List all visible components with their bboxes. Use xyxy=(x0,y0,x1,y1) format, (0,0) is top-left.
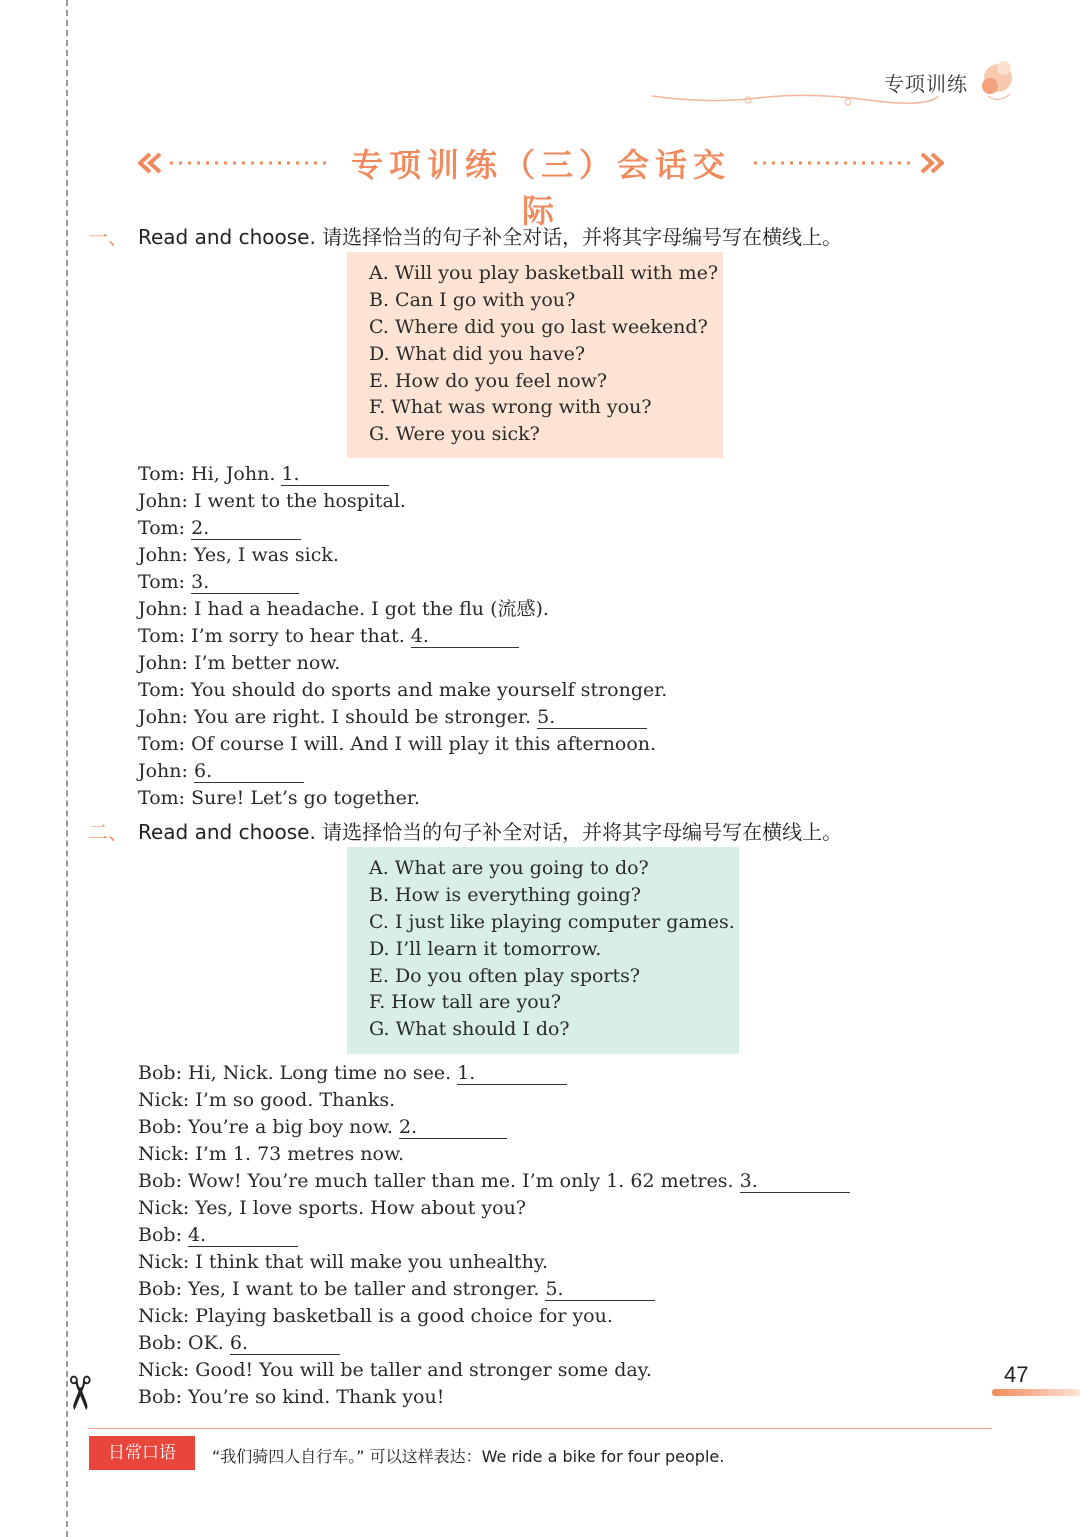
footer-divider xyxy=(88,1428,992,1429)
answer-blank[interactable]: 2. xyxy=(399,1116,507,1139)
answer-blank[interactable]: 3. xyxy=(191,571,299,594)
dialog-line: John: I had a headache. I got the flu (流感). xyxy=(138,598,549,620)
answer-blank[interactable]: 4. xyxy=(188,1224,298,1247)
dialog-line: John: 6. xyxy=(138,758,667,785)
dialog-line: Nick: Playing basketball is a good choice for you. xyxy=(138,1305,613,1327)
option-line: A. What are you going to do? xyxy=(369,857,649,879)
section-2-number: 二、 xyxy=(88,820,128,844)
answer-blank[interactable]: 5. xyxy=(537,706,647,729)
dialog-line: Tom: I’m sorry to hear that. 4. xyxy=(138,623,667,650)
option-line: C. I just like playing computer games. xyxy=(369,910,735,933)
option-line: D. I’ll learn it tomorrow. xyxy=(369,937,602,960)
dialog-line: Bob: You’re so kind. Thank you! xyxy=(138,1386,445,1408)
section-2-options-box xyxy=(347,847,739,1054)
option-line: F. What was wrong with you? xyxy=(369,396,652,419)
dialog-line: John: I’m better now. xyxy=(138,652,341,674)
answer-blank[interactable]: 1. xyxy=(281,463,389,486)
dialog-line: Nick: Good! You will be taller and stronger some day. xyxy=(138,1359,652,1381)
answer-blank[interactable]: 3. xyxy=(740,1170,850,1193)
dialog-line: Tom: 2. xyxy=(138,515,667,542)
dialog-line: Bob: 4. xyxy=(138,1222,850,1249)
answer-blank[interactable]: 6. xyxy=(230,1332,340,1355)
answer-blank[interactable]: 1. xyxy=(457,1062,567,1085)
page-number-bar xyxy=(992,1389,1080,1396)
section-2-heading xyxy=(88,816,842,845)
dialog-line: John: You are right. I should be stronger. 5. xyxy=(138,704,667,731)
option-line: E. How do you feel now? xyxy=(369,369,608,392)
footer-tip-label: 日常口语 xyxy=(89,1436,195,1470)
scissors-icon: ✂ xyxy=(52,1373,107,1413)
dialog-line: John: Yes, I was sick. xyxy=(138,544,339,566)
option-line: G. Were you sick? xyxy=(369,423,540,446)
dialog-line: Tom: Hi, John. 1. xyxy=(138,461,667,488)
page-title-row xyxy=(138,138,944,230)
dialog-line: Nick: I’m so good. Thanks. xyxy=(138,1089,396,1111)
option-line: E. Do you often play sports? xyxy=(369,964,641,987)
option-line: B. Can I go with you? xyxy=(369,288,576,311)
section-1-instruction: Read and choose. 请选择恰当的句子补全对话，并将其字母编号写在横线上。 xyxy=(138,225,843,249)
dialog-line: Nick: I think that will make you unhealthy. xyxy=(138,1251,549,1273)
option-line: B. How is everything going? xyxy=(369,883,641,906)
dialog-line: Tom: You should do sports and make yourself stronger. xyxy=(138,679,668,701)
option-line: F. How tall are you? xyxy=(369,991,562,1014)
title-left-chevron-icon xyxy=(138,138,334,188)
dialog-line: Bob: OK. 6. xyxy=(138,1330,850,1357)
header-flower-icon xyxy=(648,56,1018,116)
dialog-line: Nick: I’m 1. 73 metres now. xyxy=(138,1143,405,1165)
section-1-number: 一、 xyxy=(88,225,128,249)
cut-line xyxy=(66,0,68,1537)
section-1-heading xyxy=(88,221,842,250)
dialog-line: Tom: 3. xyxy=(138,569,667,596)
section-1-dialog xyxy=(138,461,667,812)
dialog-line: Bob: Hi, Nick. Long time no see. 1. xyxy=(138,1060,850,1087)
dialog-line: Nick: Yes, I love sports. How about you? xyxy=(138,1197,526,1219)
answer-blank[interactable]: 6. xyxy=(194,760,304,783)
dialog-line: Tom: Sure! Let’s go together. xyxy=(138,787,420,809)
section-2-dialog xyxy=(138,1060,850,1411)
section-2-instruction: Read and choose. 请选择恰当的句子补全对话，并将其字母编号写在横线上。 xyxy=(138,820,843,844)
answer-blank[interactable]: 5. xyxy=(545,1278,655,1301)
page-number: 47 xyxy=(1004,1362,1029,1387)
option-line: G. What should I do? xyxy=(369,1018,570,1041)
option-line: C. Where did you go last weekend? xyxy=(369,315,708,338)
answer-blank[interactable]: 2. xyxy=(191,517,301,540)
header-label: 专项训练 xyxy=(884,72,968,96)
section-1-options-box xyxy=(347,252,723,458)
title-right-chevron-icon xyxy=(748,138,944,188)
dialog-line: Bob: You’re a big boy now. 2. xyxy=(138,1114,850,1141)
dialog-line: Bob: Yes, I want to be taller and stronger. 5. xyxy=(138,1276,850,1303)
answer-blank[interactable]: 4. xyxy=(411,625,519,648)
footer-tip-text: “我们骑四人自行车。” 可以这样表达：We ride a bike for four people. xyxy=(212,1447,725,1466)
option-line: D. What did you have? xyxy=(369,342,586,365)
page-title: 专项训练（三）会话交际 xyxy=(350,146,731,230)
option-line: A. Will you play basketball with me? xyxy=(369,262,719,284)
dialog-line: John: I went to the hospital. xyxy=(138,490,406,512)
dialog-line: Bob: Wow! You’re much taller than me. I’m only 1. 62 metres. 3. xyxy=(138,1168,850,1195)
dialog-line: Tom: Of course I will. And I will play it this afternoon. xyxy=(138,733,657,755)
